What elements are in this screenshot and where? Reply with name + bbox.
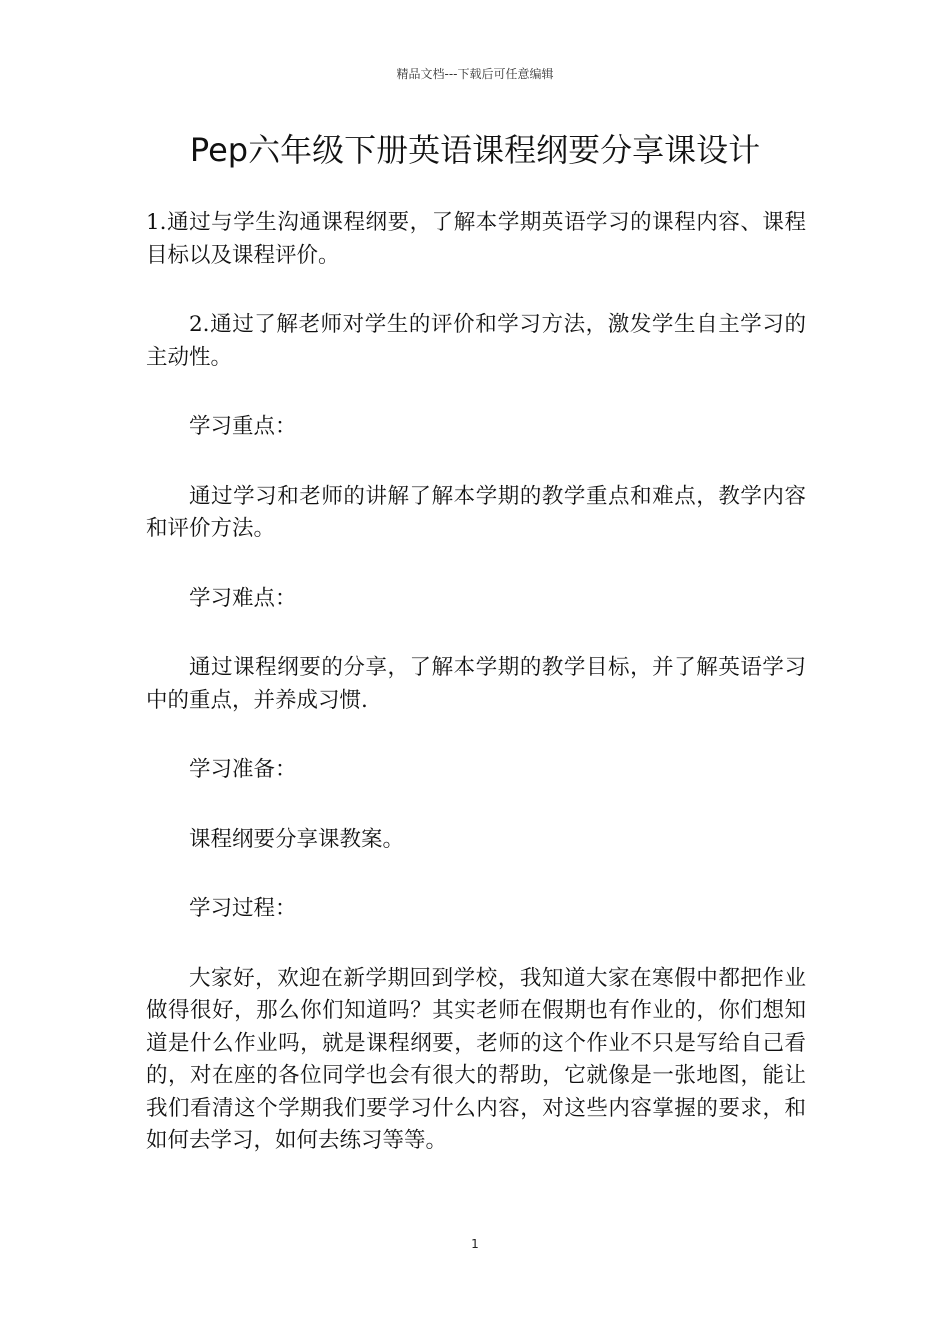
heading-key-points: 学习重点：: [189, 414, 297, 439]
paragraph-preparation: 课程纲要分享课教案。: [189, 826, 405, 852]
paragraph-process: 大家好，欢迎在新学期回到学校，我知道大家在寒假中都把作业做得很好，那么你们知道吗？其实老师在假期也有作业的，你们想知道是什么作业吗，就是课程纲要，老师的这个作业不只是写给自己看的，对在座的各位同学也会有很大的帮助，它就像是一张地图，能让我们看清这个学期我们要学习什么内容，对这些内容掌握的要求，和如何去学习，如何去练习等等。: [146, 965, 806, 1153]
heading-difficulties: 学习难点：: [189, 585, 297, 611]
page-number: 1: [471, 1237, 479, 1251]
heading-process: 学习过程：: [189, 896, 297, 921]
paragraph-difficulties: 通过课程纲要的分享，了解本学期的教学目标，并了解英语学习中的重点，并养成习惯.: [146, 655, 806, 713]
document-title: Pep六年级下册英语课程纲要分享课设计: [189, 131, 761, 169]
paragraph-key-points: 通过学习和老师的讲解了解本学期的教学重点和难点，教学内容和评价方法。: [146, 483, 806, 541]
header-note: 精品文档---下载后可任意编辑: [396, 67, 554, 81]
document-body: [146, 207, 806, 1158]
paragraph-objective-1: 1.通过与学生沟通课程纲要，了解本学期英语学习的课程内容、课程目标以及课程评价。: [146, 210, 806, 268]
paragraph-objective-2: 2.通过了解老师对学生的评价和学习方法，激发学生自主学习的主动性。: [146, 312, 806, 370]
heading-preparation: 学习准备：: [189, 757, 297, 782]
